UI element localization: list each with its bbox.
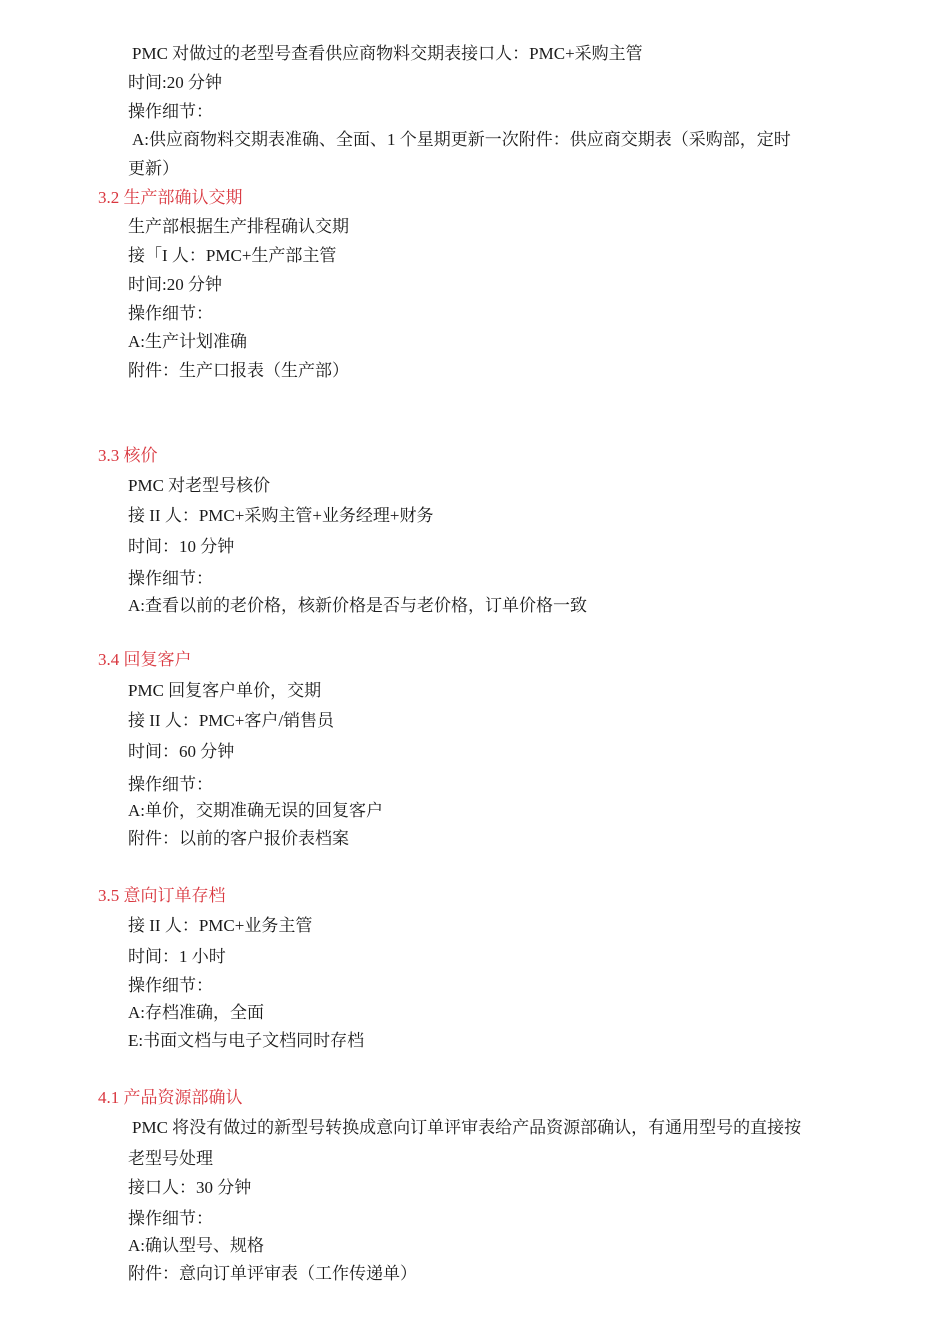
text-line: A:查看以前的老价格，核新价格是否与老价格，订单价格一致: [128, 596, 587, 615]
text-line: A:单价，交期准确无误的回复客户: [128, 801, 383, 820]
text-line: 接 II 人：PMC+采购主管+业务经理+财务: [128, 506, 434, 525]
text-line: 接 II 人：PMC+客户/销售员: [128, 711, 335, 730]
text-line: 接 II 人：PMC+业务主管: [128, 916, 313, 935]
section-heading: 4.1 产品资源部确认: [98, 1088, 243, 1107]
text-line: 接口人：30 分钟: [128, 1178, 252, 1197]
text-line: 时间：10 分钟: [128, 537, 235, 556]
text-line: PMC 回复客户单价，交期: [128, 681, 322, 700]
text-line: 操作细节：: [128, 775, 213, 794]
text-line: A:生产计划准确: [128, 332, 247, 351]
text-line: 时间：60 分钟: [128, 742, 235, 761]
text-line: 操作细节：: [128, 976, 213, 995]
text-line: PMC 对老型号核价: [128, 476, 271, 495]
text-line: 时间:20 分钟: [128, 275, 222, 294]
section-heading: 3.2 生产部确认交期: [98, 188, 243, 207]
text-line: 操作细节：: [128, 304, 213, 323]
text-line: 操作细节：: [128, 1209, 213, 1228]
text-line: E:书面文档与电子文档同时存档: [128, 1031, 365, 1050]
text-line: 老型号处理: [128, 1149, 213, 1168]
text-line: A:确认型号、规格: [128, 1236, 264, 1255]
text-line: A:供应商物料交期表准确、全面、1 个星期更新一次附件：供应商交期表（采购部，定时: [132, 130, 791, 149]
section-heading: 3.4 回复客户: [98, 650, 192, 669]
text-line: A:存档准确，全面: [128, 1003, 264, 1022]
text-line: PMC 对做过的老型号查看供应商物料交期表接口人：PMC+采购主管: [132, 44, 643, 63]
text-line: 操作细节：: [128, 569, 213, 588]
text-line: 生产部根据生产排程确认交期: [128, 217, 349, 236]
text-line: 接「I 人：PMC+生产部主管: [128, 246, 337, 265]
text-line: 操作细节：: [128, 102, 213, 121]
text-line: PMC 将没有做过的新型号转换成意向订单评审表给产品资源部确认，有通用型号的直接按: [132, 1118, 802, 1137]
text-line: 附件：生产口报表（生产部）: [128, 361, 349, 380]
text-line: 附件：意向订单评审表（工作传递单）: [128, 1264, 417, 1283]
text-line: 更新）: [128, 159, 179, 178]
text-line: 时间:20 分钟: [128, 73, 222, 92]
text-line: 时间：1 小时: [128, 947, 226, 966]
text-line: 附件：以前的客户报价表档案: [128, 829, 349, 848]
section-heading: 3.3 核价: [98, 446, 158, 465]
section-heading: 3.5 意向订单存档: [98, 886, 226, 905]
